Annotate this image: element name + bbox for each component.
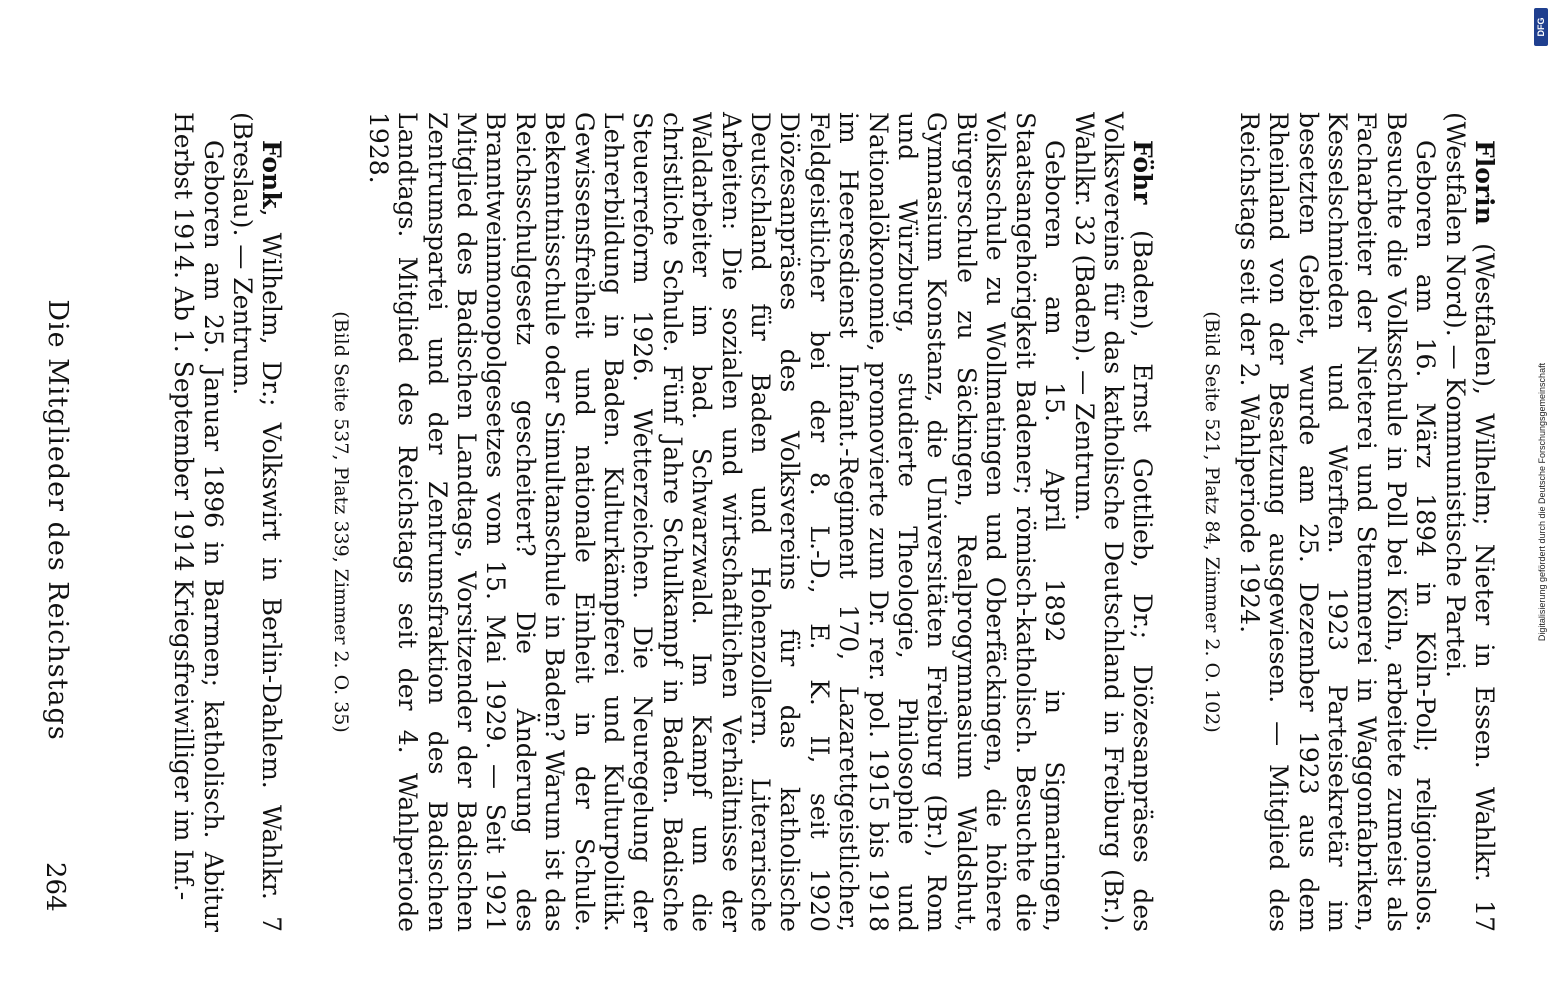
- digitization-note-text: Digitalisierung gefördert durch die Deutsche Forschungsgemeinschaft: [1537, 362, 1547, 642]
- entries-block: [129, 112, 1499, 932]
- entry-biography: Geboren am 25. Januar 1896 in Barmen; katholisch. Abitur Herbst 1914. Ab 1. September 1914 Kriegsfreiwilliger im Inf.-: [169, 112, 228, 932]
- digitization-note: [1528, 12, 1553, 992]
- dfg-logo-text: DFG: [1536, 17, 1546, 37]
- member-name: Fonk: [257, 140, 287, 209]
- entry-heading: [1069, 112, 1157, 932]
- entry-biography: Geboren am 16. März 1894 in Köln-Poll; religionslos. Besuchte die Volksschule in Poll bei Köln, arbeitete zumeist als Facharbeiter der Nieterei und Stemmerei in Waggonfabriken, Kesselschmieden und Werften. 1923 Parteisekretär im besetzten Gebiet, wurde am 25. Dezember 1923 aus dem Rheinland von der Besatzung ausgewiesen. — Mitglied des Reichstags seit der 2. Wahlperiode 1924.: [1234, 112, 1441, 932]
- page-number: 264: [40, 862, 70, 912]
- member-name: Florin: [1470, 140, 1499, 225]
- entry-heading-text: (Baden), Ernst Gottlieb, Dr.; Diözesanpräses des Volksvereins für das katholische Deutschland in Freiburg (Br.). Wahlkr. 32 (Baden). — Zentrum.: [1069, 112, 1158, 932]
- entry-heading-text: (Westfalen), Wilhelm; Nieter in Essen. Wahlkr. 17 (Westfalen Nord). — Kommunistische Partei.: [1440, 112, 1499, 932]
- entry-fonk: [169, 112, 287, 932]
- member-name: Föhr: [1128, 140, 1158, 205]
- entry-biography: Geboren am 15. April 1892 in Sigmaringen, Staatsangehörigkeit Badener; römisch-katholisch. Besuchte die Volksschule zu Wollmatingen und Oberfäckingen, die höhere Bürgerschule zu Säckingen, Realprogymnasium Waldshut, Gymnasium Konstanz, die Universitäten Freiburg (Br.), Rom und Würzburg, studierte Theologie, Philosophie und Nationalökonomie, promovierte zum Dr. rer. pol. 1915 bis 1918 im Heeresdienst Infant.-Regiment 170, Lazarettgeistlicher, Feldgeistlicher bei der 8. L.-D., E. K. II, seit 1920 Diözesanpräses des Volksvereins für das katholische Deutschland für Baden und Hohenzollern. Literarische Arbeiten: Die sozialen und wirtschaftlichen Verhältnisse der Waldarbeiter im bad. Schwarzwald. Im Kampf um die christliche Schule. Fünf Jahre Schulkampf in Baden. Badische Steuerreform 1926. Wetterzeichen. Die Neuregelung der Lehrerbildung in Baden. Kulturkämpferei und Kulturpolitik. Gewissensfreiheit und nationale Einheit in der Schule. Bekenntnisschule oder Simultanschule in Baden? Warum ist das Reichsschulgesetz gescheitert? Die Änderung des Branntweinmonopolgesetzes vom 15. Mai 1929. — Seit 1921 Mitglied des Badischen Landtags, Vorsitzender der Badischen Zentrumspartei und der Zentrumsfraktion des Badischen Landtags. Mitglied des Reichstags seit der 4. Wahlperiode 1928.: [363, 112, 1070, 932]
- entry-heading-text: , Wilhelm, Dr.; Volkswirt in Berlin-Dahlem. Wahlkr. 7 (Breslau). — Zentrum.: [227, 112, 287, 932]
- running-head: Die Mitglieder des Reichstags: [42, 299, 73, 741]
- photo-reference: (Bild Seite 537, Platz 339, Zimmer 2. O. 35): [330, 311, 353, 733]
- photo-reference: (Bild Seite 521, Platz 84, Zimmer 2. O. 102): [1201, 311, 1224, 733]
- entry-heading: [228, 112, 287, 932]
- entry-florin: [1197, 112, 1499, 932]
- entry-heading: [1440, 112, 1499, 932]
- entry-foehr: [326, 112, 1157, 932]
